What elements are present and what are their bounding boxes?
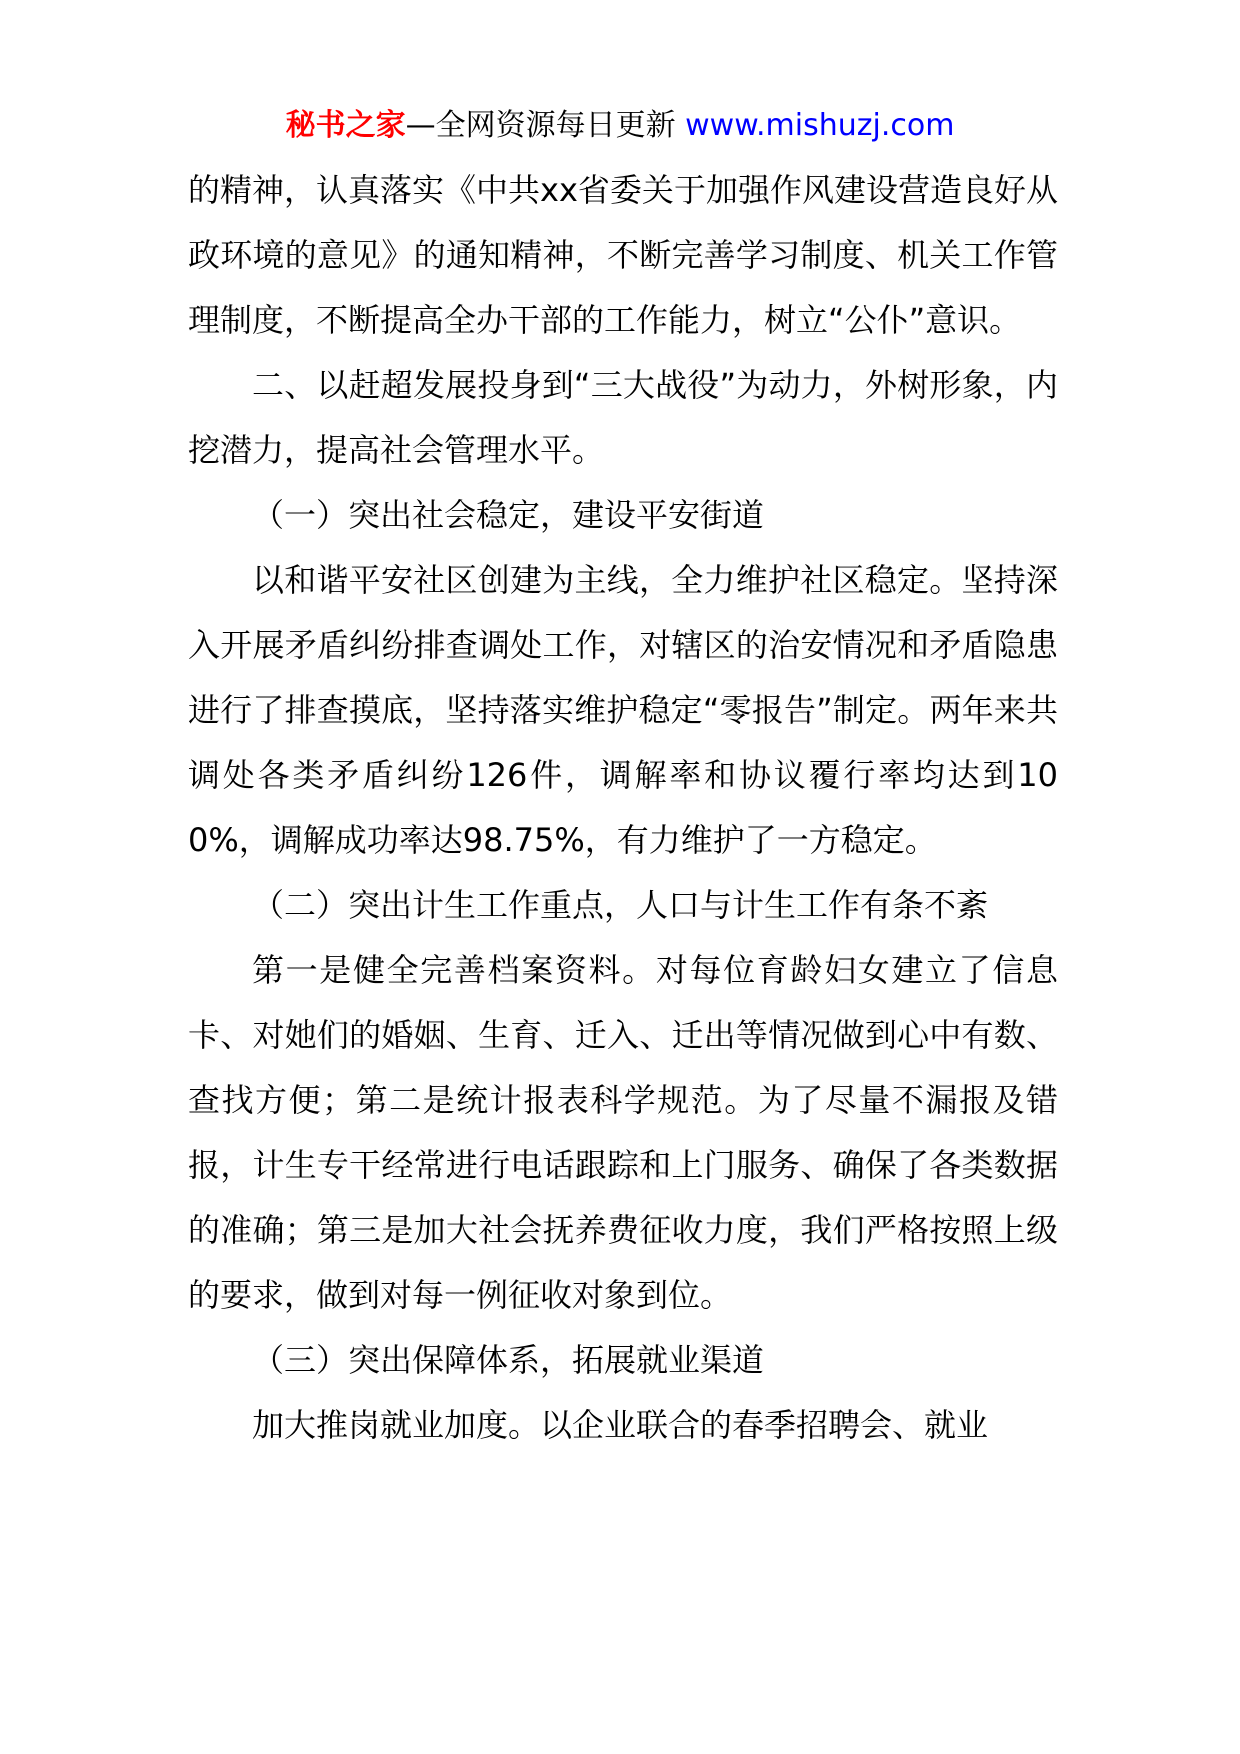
section-heading: 二、以赶超发展投身到“三大战役”为动力，外树形象，内挖潜力，提高社会管理水平。: [188, 366, 1058, 469]
paragraph: 第一是健全完善档案资料。对每位育龄妇女建立了信息卡、对她们的婚姻、生育、迁入、迁出等情况做到心中有数、查找方便；第二是统计报表科学规范。为了尽量不漏报及错报，计生专干经常进行电话跟踪和上门服务、确保了各类数据的准确；第三是加大社会抚养费征收力度，我们严格按照上级的要求，做到对每一例征收对象到位。: [188, 951, 1058, 1314]
paragraph: 的精神，认真落实《中共xx省委关于加强作风建设营造良好从政环境的意见》的通知精神，不断完善学习制度、机关工作管理制度，不断提高全办干部的工作能力，树立“公仆”意识。: [188, 171, 1058, 339]
brand-name: 秘书之家: [285, 108, 406, 143]
document-body: [188, 158, 1058, 1458]
header-tagline: —全网资源每日更新: [405, 108, 686, 143]
subsection-heading: （二）突出计生工作重点，人口与计生工作有条不紊: [252, 886, 989, 924]
subsection-heading: （一）突出社会稳定，建设平安街道: [252, 496, 765, 534]
watermark-header: [0, 104, 1240, 148]
subsection-heading: （三）突出保障体系，拓展就业渠道: [252, 1341, 765, 1379]
paragraph: 加大推岗就业加度。以企业联合的春季招聘会、就业: [252, 1406, 989, 1444]
website-link[interactable]: www.mishuzj.com: [685, 108, 955, 143]
paragraph: 以和谐平安社区创建为主线，全力维护社区稳定。坚持深入开展矛盾纠纷排查调处工作，对辖区的治安情况和矛盾隐患进行了排查摸底，坚持落实维护稳定“零报告”制定。两年来共调处各类矛盾纠纷126件，调解率和协议覆行率均达到100%，调解成功率达98.75%，有力维护了一方稳定。: [188, 561, 1058, 859]
